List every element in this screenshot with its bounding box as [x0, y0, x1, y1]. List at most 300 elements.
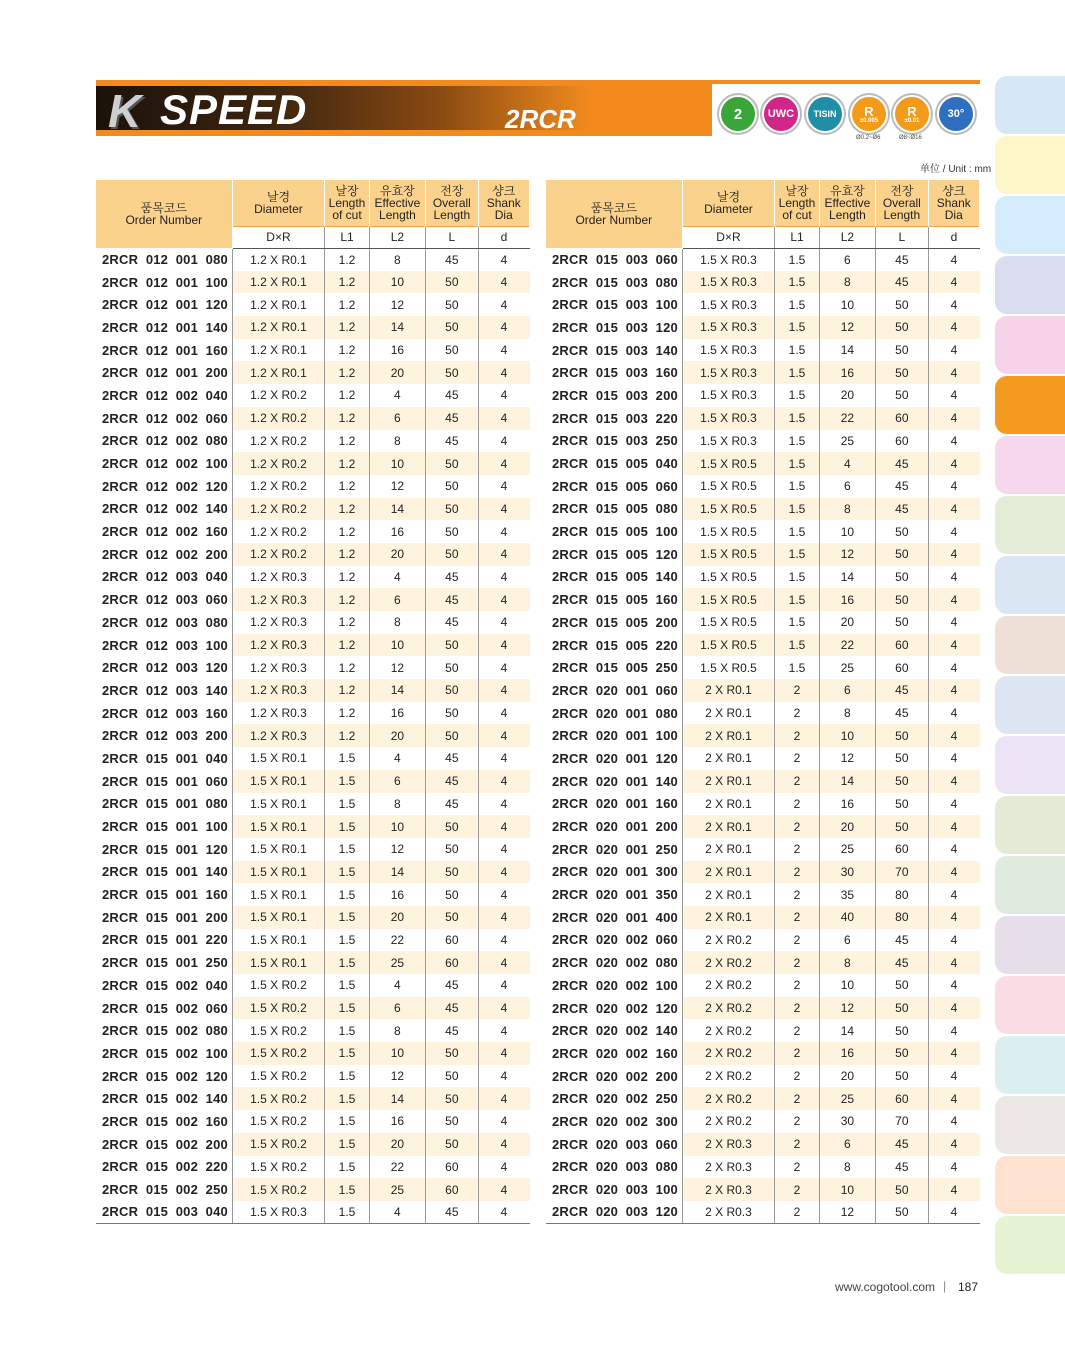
order-number-cell: 2RCR 015 002 140: [96, 1087, 232, 1110]
shank-dia-cell: 4: [928, 1042, 979, 1065]
overall-length-cell: 60: [876, 407, 928, 430]
effective-length-cell: 6: [819, 248, 875, 271]
table-row: [546, 1065, 980, 1088]
side-tab[interactable]: [995, 736, 1065, 794]
header-length-of-cut: 날장 Length of cut: [325, 180, 369, 226]
effective-length-cell: 16: [369, 1110, 425, 1133]
effective-length-cell: 6: [369, 997, 425, 1020]
shank-dia-cell: 4: [928, 770, 979, 793]
length-of-cut-cell: 1.2: [325, 634, 369, 657]
effective-length-cell: 4: [369, 747, 425, 770]
shank-dia-cell: 4: [478, 498, 529, 521]
overall-length-cell: 60: [426, 951, 478, 974]
shank-dia-cell: 4: [950, 842, 958, 857]
shank-dia-cell: 4: [500, 343, 508, 358]
diameter-cell: 1.2 X R0.3: [232, 656, 325, 679]
effective-length-cell: 20: [369, 906, 425, 929]
order-number-cell: 2RCR 015 005 160: [546, 588, 682, 611]
overall-length-cell: 45: [426, 1201, 478, 1224]
overall-length-cell: 50: [426, 815, 478, 838]
order-number-cell: 2RCR 012 003 100: [96, 634, 232, 657]
diameter-cell: 2 X R0.2: [682, 929, 775, 952]
length-of-cut-cell: 2: [775, 1019, 819, 1042]
shank-dia-cell: 4: [500, 1023, 508, 1038]
order-number-cell: 2RCR 015 003 080: [546, 271, 682, 294]
symbol-l2: L2: [369, 226, 425, 248]
side-tab[interactable]: [995, 196, 1065, 254]
shank-dia-cell: 4: [500, 932, 508, 947]
table-row: [546, 543, 980, 566]
overall-length-cell: 50: [876, 361, 928, 384]
side-tab[interactable]: [995, 796, 1065, 854]
effective-length-cell: 20: [819, 611, 875, 634]
effective-length-cell: 8: [369, 793, 425, 816]
overall-length-cell: 50: [426, 520, 478, 543]
order-number-cell: 2RCR 020 001 080: [546, 702, 682, 725]
shank-dia-cell: 4: [950, 1159, 958, 1174]
order-number-cell: 2RCR 015 001 250: [96, 951, 232, 974]
order-number-cell: 2RCR 020 001 400: [546, 906, 682, 929]
effective-length-cell: 6: [819, 475, 875, 498]
table-row: [546, 1042, 980, 1065]
length-of-cut-cell: 1.2: [325, 724, 369, 747]
order-number-cell: 2RCR 012 003 140: [96, 679, 232, 702]
order-number-cell: 2RCR 015 005 140: [546, 566, 682, 589]
order-number-cell: 2RCR 015 005 220: [546, 634, 682, 657]
length-of-cut-cell: 2: [775, 702, 819, 725]
diameter-cell: 2 X R0.3: [682, 1156, 775, 1179]
table-row: [96, 679, 530, 702]
shank-dia-cell: 4: [478, 997, 529, 1020]
side-tab[interactable]: [995, 556, 1065, 614]
length-of-cut-cell: 1.5: [775, 611, 819, 634]
table-row: [96, 906, 530, 929]
shank-dia-cell: 4: [500, 1114, 508, 1129]
order-number-cell: 2RCR 012 003 080: [96, 611, 232, 634]
length-of-cut-cell: 1.2: [325, 339, 369, 362]
overall-length-cell: 60: [426, 929, 478, 952]
table-row: [96, 883, 530, 906]
order-number-cell: 2RCR 020 002 200: [546, 1065, 682, 1088]
order-number-cell: 2RCR 012 001 140: [96, 316, 232, 339]
diameter-cell: 1.5 X R0.3: [682, 248, 775, 271]
order-number-cell: 2RCR 012 002 120: [96, 475, 232, 498]
table-row: [546, 747, 980, 770]
overall-length-cell: 50: [876, 566, 928, 589]
effective-length-cell: 6: [819, 679, 875, 702]
effective-length-cell: 22: [819, 407, 875, 430]
diameter-cell: 1.5 X R0.3: [682, 407, 775, 430]
length-of-cut-cell: 2: [775, 1156, 819, 1179]
length-of-cut-cell: 1.5: [775, 293, 819, 316]
overall-length-cell: 50: [426, 316, 478, 339]
length-of-cut-cell: 1.5: [775, 520, 819, 543]
header-diameter: 날경 Diameter: [682, 180, 775, 226]
effective-length-cell: 14: [819, 770, 875, 793]
overall-length-cell: 45: [426, 793, 478, 816]
diameter-cell: 1.2 X R0.1: [232, 271, 325, 294]
shank-dia-cell: 4: [950, 887, 958, 902]
footer-separator: |: [943, 1279, 947, 1293]
length-of-cut-cell: 1.5: [325, 951, 369, 974]
length-of-cut-cell: 1.5: [775, 543, 819, 566]
shank-dia-cell: 4: [928, 316, 979, 339]
length-of-cut-cell: 1.5: [775, 656, 819, 679]
diameter-cell: 1.5 X R0.5: [682, 520, 775, 543]
shank-dia-cell: 4: [478, 316, 529, 339]
shank-dia-cell: 4: [500, 796, 508, 811]
overall-length-cell: 50: [426, 271, 478, 294]
table-row: [546, 293, 980, 316]
effective-length-cell: 25: [819, 1087, 875, 1110]
order-number-cell: 2RCR 020 002 080: [546, 951, 682, 974]
table-row: [96, 974, 530, 997]
shank-dia-cell: 4: [500, 887, 508, 902]
length-of-cut-cell: 2: [775, 1178, 819, 1201]
shank-dia-cell: 4: [928, 361, 979, 384]
length-of-cut-cell: 1.5: [325, 929, 369, 952]
length-of-cut-cell: 2: [775, 1201, 819, 1224]
diameter-cell: 1.5 X R0.2: [232, 974, 325, 997]
effective-length-cell: 12: [369, 1065, 425, 1088]
overall-length-cell: 60: [876, 656, 928, 679]
shank-dia-cell: 4: [928, 815, 979, 838]
diameter-cell: 2 X R0.3: [682, 1133, 775, 1156]
effective-length-cell: 8: [369, 1019, 425, 1042]
table-row: [546, 815, 980, 838]
shank-dia-cell: 4: [950, 433, 958, 448]
symbol-d: d: [478, 226, 529, 248]
table-row: [96, 566, 530, 589]
diameter-cell: 1.2 X R0.2: [232, 407, 325, 430]
diameter-cell: 1.2 X R0.3: [232, 679, 325, 702]
diameter-cell: 1.5 X R0.3: [682, 384, 775, 407]
overall-length-cell: 45: [876, 1133, 928, 1156]
length-of-cut-cell: 1.5: [775, 248, 819, 271]
side-tab[interactable]: [995, 1036, 1065, 1094]
table-row: [96, 1042, 530, 1065]
symbol-dxr: D×R: [232, 226, 325, 248]
overall-length-cell: 45: [426, 430, 478, 453]
overall-length-cell: 50: [426, 634, 478, 657]
side-tab[interactable]: [995, 676, 1065, 734]
table-row: [546, 656, 980, 679]
table-row: [546, 883, 980, 906]
diameter-cell: 2 X R0.2: [682, 974, 775, 997]
order-number-cell: 2RCR 020 001 140: [546, 770, 682, 793]
overall-length-cell: 45: [876, 951, 928, 974]
overall-length-cell: 70: [876, 1110, 928, 1133]
length-of-cut-cell: 2: [775, 883, 819, 906]
diameter-cell: 1.5 X R0.1: [232, 815, 325, 838]
effective-length-cell: 10: [369, 634, 425, 657]
diameter-cell: 1.2 X R0.1: [232, 316, 325, 339]
effective-length-cell: 8: [819, 1156, 875, 1179]
effective-length-cell: 8: [369, 248, 425, 271]
table-row: [96, 588, 530, 611]
order-number-cell: 2RCR 012 003 120: [96, 656, 232, 679]
effective-length-cell: 8: [819, 498, 875, 521]
diameter-cell: 1.5 X R0.5: [682, 656, 775, 679]
length-of-cut-cell: 1.5: [325, 1042, 369, 1065]
order-number-cell: 2RCR 015 001 080: [96, 793, 232, 816]
diameter-cell: 1.2 X R0.2: [232, 475, 325, 498]
order-number-cell: 2RCR 012 001 160: [96, 339, 232, 362]
overall-length-cell: 50: [426, 475, 478, 498]
diameter-cell: 1.5 X R0.3: [682, 316, 775, 339]
shank-dia-cell: 4: [500, 297, 508, 312]
side-tab[interactable]: [995, 1156, 1065, 1214]
effective-length-cell: 8: [369, 611, 425, 634]
overall-length-cell: 50: [426, 361, 478, 384]
order-number-cell: 2RCR 015 001 060: [96, 770, 232, 793]
side-tab[interactable]: [995, 136, 1065, 194]
diameter-cell: 2 X R0.3: [682, 1178, 775, 1201]
table-row: [546, 588, 980, 611]
order-number-cell: 2RCR 015 001 160: [96, 883, 232, 906]
overall-length-cell: 45: [876, 1156, 928, 1179]
overall-length-cell: 50: [426, 702, 478, 725]
table-row: [96, 407, 530, 430]
table-row: [546, 339, 980, 362]
diameter-cell: 1.5 X R0.5: [682, 452, 775, 475]
brand-logo-speed: SPEED: [160, 86, 308, 133]
order-number-cell: 2RCR 012 002 200: [96, 543, 232, 566]
effective-length-cell: 4: [369, 566, 425, 589]
diameter-cell: 2 X R0.1: [682, 815, 775, 838]
side-tab[interactable]: [995, 496, 1065, 554]
table-row: [546, 430, 980, 453]
header-order-number: 품목코드 Order Number: [546, 180, 682, 248]
side-tab[interactable]: [995, 1216, 1065, 1274]
order-number-cell: 2RCR 015 002 100: [96, 1042, 232, 1065]
overall-length-cell: 45: [876, 929, 928, 952]
overall-length-cell: 50: [876, 384, 928, 407]
diameter-cell: 2 X R0.1: [682, 906, 775, 929]
table-row: [546, 861, 980, 884]
shank-dia-cell: 4: [478, 770, 529, 793]
overall-length-cell: 50: [426, 883, 478, 906]
order-number-cell: 2RCR 015 002 200: [96, 1133, 232, 1156]
table-row: [96, 452, 530, 475]
spec-table-left: [96, 180, 530, 1224]
shank-dia-cell: 4: [928, 951, 979, 974]
table-row: [96, 1019, 530, 1042]
diameter-cell: 2 X R0.2: [682, 997, 775, 1020]
header-overall-length: 전장 Overall Length: [876, 180, 928, 226]
table-row: [96, 634, 530, 657]
diameter-cell: 2 X R0.2: [682, 1042, 775, 1065]
shank-dia-cell: 4: [500, 978, 508, 993]
length-of-cut-cell: 1.5: [775, 566, 819, 589]
radius-tolerance-icon: R ±0.01: [893, 95, 931, 133]
side-tab[interactable]: [995, 376, 1065, 434]
side-tab[interactable]: [995, 436, 1065, 494]
side-tab[interactable]: [995, 76, 1065, 134]
diameter-cell: 2 X R0.2: [682, 1065, 775, 1088]
length-of-cut-cell: 1.2: [325, 543, 369, 566]
table-row: [96, 815, 530, 838]
order-number-cell: 2RCR 015 005 120: [546, 543, 682, 566]
side-tab[interactable]: [995, 616, 1065, 674]
overall-length-cell: 50: [876, 588, 928, 611]
overall-length-cell: 50: [876, 1042, 928, 1065]
length-of-cut-cell: 1.5: [775, 407, 819, 430]
overall-length-cell: 60: [426, 1178, 478, 1201]
effective-length-cell: 12: [819, 997, 875, 1020]
shank-dia-cell: 4: [928, 724, 979, 747]
effective-length-cell: 10: [819, 1178, 875, 1201]
length-of-cut-cell: 1.2: [325, 430, 369, 453]
length-of-cut-cell: 1.2: [325, 271, 369, 294]
effective-length-cell: 22: [369, 1156, 425, 1179]
length-of-cut-cell: 2: [775, 974, 819, 997]
effective-length-cell: 6: [369, 588, 425, 611]
table-row: [96, 475, 530, 498]
diameter-cell: 1.5 X R0.1: [232, 793, 325, 816]
effective-length-cell: 10: [369, 815, 425, 838]
order-number-cell: 2RCR 015 005 200: [546, 611, 682, 634]
diameter-cell: 1.5 X R0.5: [682, 611, 775, 634]
table-row: [546, 1201, 980, 1224]
table-row: [96, 520, 530, 543]
overall-length-cell: 50: [426, 293, 478, 316]
order-number-cell: 2RCR 015 002 160: [96, 1110, 232, 1133]
table-row: [96, 793, 530, 816]
shank-dia-cell: 4: [478, 271, 529, 294]
order-number-cell: 2RCR 015 002 080: [96, 1019, 232, 1042]
order-number-cell: 2RCR 012 001 120: [96, 293, 232, 316]
effective-length-cell: 6: [369, 770, 425, 793]
order-number-cell: 2RCR 012 002 080: [96, 430, 232, 453]
overall-length-cell: 45: [426, 770, 478, 793]
tisin-coating-icon: TISIN: [806, 95, 844, 133]
helix-angle-icon: 30°: [937, 95, 975, 133]
shank-dia-cell: 4: [950, 932, 958, 947]
order-number-cell: 2RCR 015 001 140: [96, 861, 232, 884]
shank-dia-cell: 4: [478, 1178, 529, 1201]
effective-length-cell: 14: [369, 316, 425, 339]
side-tab[interactable]: [995, 1096, 1065, 1154]
table-row: [96, 361, 530, 384]
shank-dia-cell: 4: [500, 660, 508, 675]
effective-length-cell: 20: [369, 361, 425, 384]
badge-range-label: Ø8~Ø16: [899, 135, 922, 141]
overall-length-cell: 45: [426, 407, 478, 430]
shank-dia-cell: 4: [928, 861, 979, 884]
diameter-cell: 1.5 X R0.5: [682, 566, 775, 589]
table-row: [546, 724, 980, 747]
effective-length-cell: 12: [369, 475, 425, 498]
diameter-cell: 1.5 X R0.1: [232, 838, 325, 861]
effective-length-cell: 10: [819, 520, 875, 543]
side-tab[interactable]: [995, 856, 1065, 914]
shank-dia-cell: 4: [478, 543, 529, 566]
length-of-cut-cell: 2: [775, 815, 819, 838]
side-tab[interactable]: [995, 256, 1065, 314]
diameter-cell: 1.2 X R0.3: [232, 702, 325, 725]
overall-length-cell: 50: [426, 543, 478, 566]
overall-length-cell: 50: [876, 520, 928, 543]
overall-length-cell: 50: [876, 974, 928, 997]
table-row: [546, 407, 980, 430]
diameter-cell: 1.5 X R0.5: [682, 475, 775, 498]
order-number-cell: 2RCR 020 003 100: [546, 1178, 682, 1201]
shank-dia-cell: 4: [928, 1178, 979, 1201]
side-tab[interactable]: [995, 976, 1065, 1034]
effective-length-cell: 16: [369, 883, 425, 906]
length-of-cut-cell: 1.5: [325, 883, 369, 906]
overall-length-cell: 50: [426, 838, 478, 861]
effective-length-cell: 40: [819, 906, 875, 929]
diameter-cell: 1.2 X R0.3: [232, 724, 325, 747]
side-tab[interactable]: [995, 316, 1065, 374]
length-of-cut-cell: 1.5: [325, 1110, 369, 1133]
shank-dia-cell: 4: [500, 842, 508, 857]
table-row: [546, 1019, 980, 1042]
length-of-cut-cell: 1.5: [325, 1178, 369, 1201]
table-row: [96, 702, 530, 725]
effective-length-cell: 8: [819, 951, 875, 974]
length-of-cut-cell: 2: [775, 1065, 819, 1088]
diameter-cell: 1.5 X R0.2: [232, 1156, 325, 1179]
header-length-of-cut: 날장 Length of cut: [775, 180, 819, 226]
diameter-cell: 2 X R0.3: [682, 1201, 775, 1224]
table-row: [546, 566, 980, 589]
effective-length-cell: 6: [369, 407, 425, 430]
length-of-cut-cell: 1.5: [775, 339, 819, 362]
effective-length-cell: 10: [819, 724, 875, 747]
table-row: [546, 384, 980, 407]
order-number-cell: 2RCR 012 002 100: [96, 452, 232, 475]
diameter-cell: 2 X R0.1: [682, 747, 775, 770]
order-number-cell: 2RCR 015 005 100: [546, 520, 682, 543]
shank-dia-cell: 4: [500, 706, 508, 721]
footer-url[interactable]: www.cogotool.com: [835, 1280, 936, 1294]
overall-length-cell: 50: [876, 543, 928, 566]
side-tab[interactable]: [995, 916, 1065, 974]
shank-dia-cell: 4: [950, 1069, 958, 1084]
length-of-cut-cell: 1.5: [325, 815, 369, 838]
table-row: [546, 679, 980, 702]
diameter-cell: 1.5 X R0.1: [232, 883, 325, 906]
order-number-cell: 2RCR 015 003 140: [546, 339, 682, 362]
shank-dia-cell: 4: [500, 751, 508, 766]
overall-length-cell: 60: [876, 634, 928, 657]
order-number-cell: 2RCR 020 001 060: [546, 679, 682, 702]
overall-length-cell: 50: [876, 747, 928, 770]
table-row: [96, 384, 530, 407]
order-number-cell: 2RCR 012 003 040: [96, 566, 232, 589]
order-number-cell: 2RCR 015 002 250: [96, 1178, 232, 1201]
table-row: [96, 1087, 530, 1110]
length-of-cut-cell: 1.5: [775, 498, 819, 521]
diameter-cell: 1.2 X R0.3: [232, 634, 325, 657]
diameter-cell: 1.2 X R0.3: [232, 588, 325, 611]
diameter-cell: 2 X R0.1: [682, 793, 775, 816]
length-of-cut-cell: 1.2: [325, 656, 369, 679]
length-of-cut-cell: 1.2: [325, 566, 369, 589]
table-row: [546, 520, 980, 543]
table-row: [96, 271, 530, 294]
effective-length-cell: 8: [819, 702, 875, 725]
order-number-cell: 2RCR 012 001 100: [96, 271, 232, 294]
effective-length-cell: 20: [819, 384, 875, 407]
length-of-cut-cell: 1.2: [325, 293, 369, 316]
shank-dia-cell: 4: [478, 634, 529, 657]
effective-length-cell: 20: [819, 1065, 875, 1088]
diameter-cell: 1.5 X R0.3: [682, 361, 775, 384]
